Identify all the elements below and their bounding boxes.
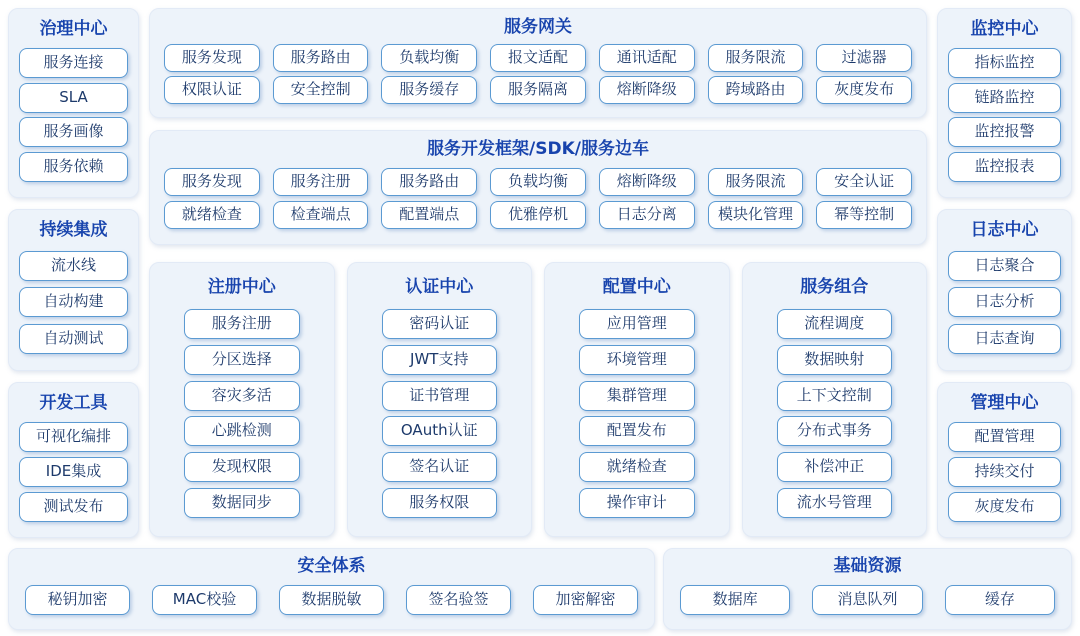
- chip-list: [19, 43, 128, 187]
- chip: 链路监控: [948, 83, 1061, 113]
- panel-service-composition: [742, 262, 928, 537]
- panel-title: 持续集成: [39, 220, 108, 240]
- chip: 服务隔离: [490, 76, 586, 104]
- chip-list: [545, 303, 729, 524]
- chip-row: [680, 580, 1055, 619]
- chip: 服务缓存: [381, 76, 477, 104]
- chip: 权限认证: [164, 76, 260, 104]
- chip: 容灾多活: [184, 381, 300, 411]
- chip: 流程调度: [777, 309, 893, 339]
- chip: MAC校验: [152, 585, 257, 615]
- chip: 缓存: [945, 585, 1055, 615]
- chip: 服务路由: [273, 44, 369, 72]
- center-column: [149, 8, 927, 538]
- chip: 签名认证: [382, 452, 498, 482]
- chip-list: [348, 303, 532, 524]
- panel-governance-center: [8, 8, 139, 198]
- panel-monitoring-center: [937, 8, 1072, 198]
- chip: 可视化编排: [19, 422, 128, 452]
- chip: 服务发现: [164, 44, 260, 72]
- chip: 日志聚合: [948, 251, 1061, 281]
- chip: 测试发布: [19, 492, 128, 522]
- panel-title: 监控中心: [970, 19, 1039, 39]
- chip: 自动测试: [19, 324, 128, 354]
- chip: 服务连接: [19, 48, 128, 78]
- chip: 模块化管理: [708, 201, 804, 229]
- chip: 发现权限: [184, 452, 300, 482]
- chip: 数据映射: [777, 345, 893, 375]
- panel-log-center: [937, 209, 1072, 371]
- chip: 监控报警: [948, 117, 1061, 147]
- panel-service-gateway: [149, 8, 927, 118]
- chip: IDE集成: [19, 457, 128, 487]
- panel-title: 安全体系: [297, 556, 366, 576]
- chip: 服务权限: [382, 488, 498, 518]
- top-area: [8, 8, 1072, 538]
- chip: 数据库: [680, 585, 790, 615]
- chip: 应用管理: [579, 309, 695, 339]
- panel-title: 基础资源: [833, 556, 902, 576]
- chip: 通讯适配: [599, 44, 695, 72]
- chip: 监控报表: [948, 152, 1061, 182]
- chip-list: [150, 303, 334, 524]
- left-column: [8, 8, 139, 538]
- chip: 消息队列: [812, 585, 922, 615]
- chip: 数据脱敏: [279, 585, 384, 615]
- chip: 密码认证: [382, 309, 498, 339]
- chip: 分布式事务: [777, 416, 893, 446]
- panel-title: 日志中心: [970, 220, 1039, 240]
- chip: 服务限流: [708, 168, 804, 196]
- chip: 灰度发布: [816, 76, 912, 104]
- chip: 服务注册: [184, 309, 300, 339]
- chip: 服务发现: [164, 168, 260, 196]
- chip: 流水线: [19, 251, 128, 281]
- chip: 服务限流: [708, 44, 804, 72]
- chip: 服务注册: [273, 168, 369, 196]
- chip-row: [164, 76, 912, 104]
- chip: 加密解密: [533, 585, 638, 615]
- chip: 上下文控制: [777, 381, 893, 411]
- chip-row: [164, 44, 912, 72]
- chip: 服务画像: [19, 117, 128, 147]
- chip: 分区选择: [184, 345, 300, 375]
- chip: 集群管理: [579, 381, 695, 411]
- chip: 报文适配: [490, 44, 586, 72]
- chip: 补偿冲正: [777, 452, 893, 482]
- panel-title: 服务组合: [800, 277, 869, 297]
- chip: 秘钥加密: [25, 585, 130, 615]
- chip: 操作审计: [579, 488, 695, 518]
- panel-dev-tools: [8, 382, 139, 538]
- centers-row: [149, 262, 927, 537]
- chip: 日志查询: [948, 324, 1061, 354]
- chip: 证书管理: [382, 381, 498, 411]
- panel-management-center: [937, 382, 1072, 538]
- chip-list: [19, 244, 128, 360]
- chip-list: [743, 303, 927, 524]
- panel-config-center: [544, 262, 730, 537]
- chip-list: [948, 43, 1061, 187]
- chip: 数据同步: [184, 488, 300, 518]
- chip: 安全控制: [273, 76, 369, 104]
- chip: 服务路由: [381, 168, 477, 196]
- panel-title: 开发工具: [39, 393, 108, 413]
- chip-list: [19, 417, 128, 527]
- panel-title: 配置中心: [602, 277, 671, 297]
- bottom-row: [8, 548, 1072, 630]
- chip-list: [948, 244, 1061, 360]
- panel-service-sdk: [149, 130, 927, 245]
- chip-row: [164, 201, 912, 229]
- chip: 跨域路由: [708, 76, 804, 104]
- panel-continuous-integration: [8, 209, 139, 371]
- chip: 熔断降级: [599, 168, 695, 196]
- chip: 环境管理: [579, 345, 695, 375]
- panel-title: 服务网关: [504, 17, 572, 37]
- chip: 日志分离: [599, 201, 695, 229]
- chip: 负载均衡: [381, 44, 477, 72]
- chip: 负载均衡: [490, 168, 586, 196]
- chip: 心跳检测: [184, 416, 300, 446]
- chip: 流水号管理: [777, 488, 893, 518]
- panel-title: 注册中心: [207, 277, 276, 297]
- chip: 签名验签: [406, 585, 511, 615]
- chip: 检查端点: [273, 201, 369, 229]
- chip: 熔断降级: [599, 76, 695, 104]
- chip: 就绪检查: [164, 201, 260, 229]
- panel-auth-center: [347, 262, 533, 537]
- panel-basic-resources: [663, 548, 1072, 630]
- panel-security-system: [8, 548, 655, 630]
- chip: 自动构建: [19, 287, 128, 317]
- panel-title: 治理中心: [39, 19, 108, 39]
- chip-list: [948, 417, 1061, 527]
- panel-title: 服务开发框架/SDK/服务边车: [427, 139, 649, 159]
- chip: 幂等控制: [816, 201, 912, 229]
- chip: 就绪检查: [579, 452, 695, 482]
- chip-rows: [164, 41, 912, 107]
- right-column: [937, 8, 1072, 538]
- chip-row: [164, 168, 912, 196]
- chip: 优雅停机: [490, 201, 586, 229]
- chip-row: [25, 580, 638, 619]
- chip: 配置端点: [381, 201, 477, 229]
- chip: 配置发布: [579, 416, 695, 446]
- chip: 过滤器: [816, 44, 912, 72]
- panel-title: 管理中心: [970, 393, 1039, 413]
- panel-title: 认证中心: [405, 277, 474, 297]
- chip-rows: [164, 163, 912, 234]
- chip: 服务依赖: [19, 152, 128, 182]
- chip: OAuth认证: [382, 416, 498, 446]
- panel-registry-center: [149, 262, 335, 537]
- chip: JWT支持: [382, 345, 498, 375]
- chip: 指标监控: [948, 48, 1061, 78]
- chip: 配置管理: [948, 422, 1061, 452]
- chip: 灰度发布: [948, 492, 1061, 522]
- chip: 安全认证: [816, 168, 912, 196]
- chip: 日志分析: [948, 287, 1061, 317]
- chip: 持续交付: [948, 457, 1061, 487]
- chip: SLA: [19, 83, 128, 113]
